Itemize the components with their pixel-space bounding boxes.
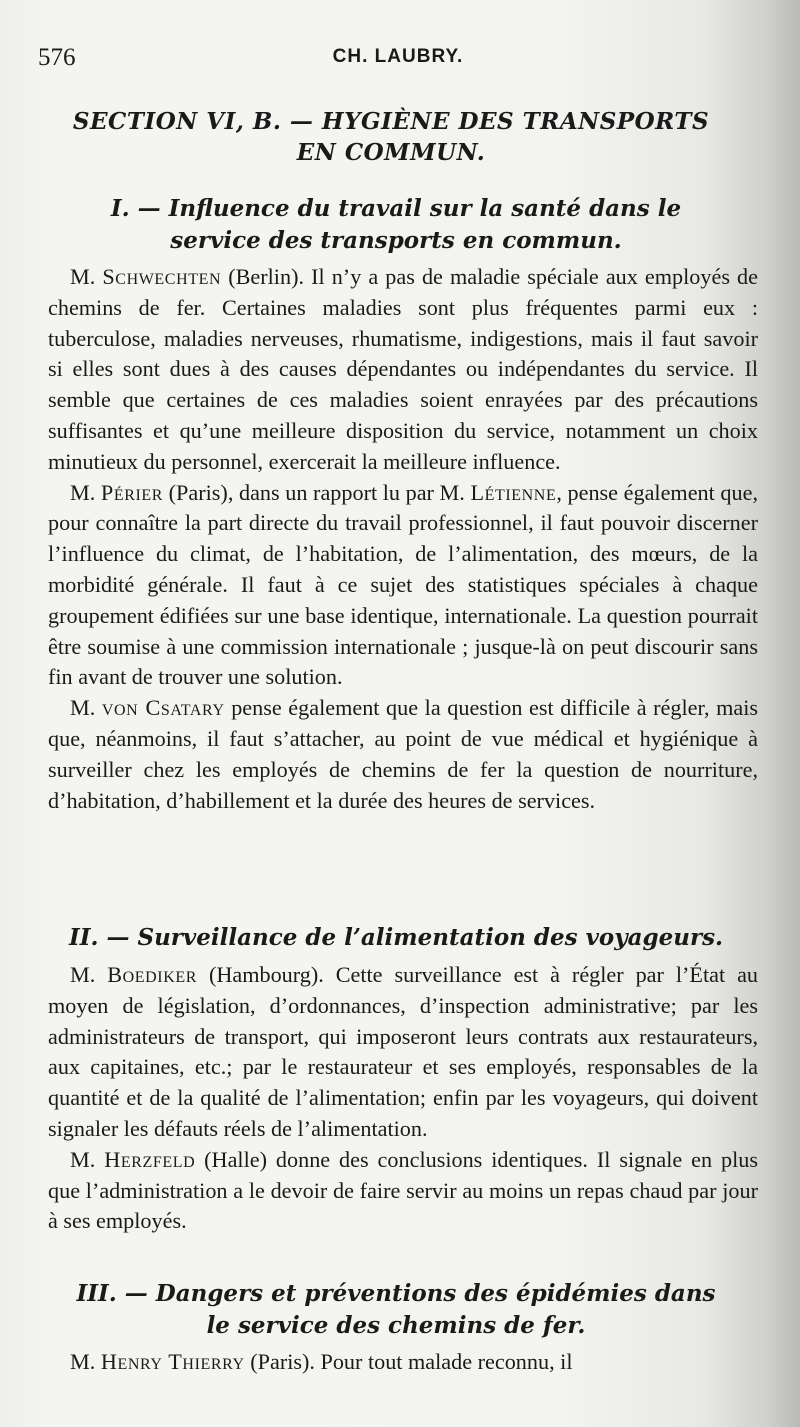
paragraph-text: pense également que la question est difficile à régler, mais que, néanmoins, il faut s’attacher, au point de vue médical et hygiénique à surveiller chez les employés de chemins de fer la question de nourriture, d’habitation, d’habillement et la durée des heures de services. [48,695,759,813]
heading-part-1-line-1: I. — Influence du travail sur la santé dans le [110,195,682,222]
heading-part-1 [40,193,752,257]
paragraph-text: (Halle) donne des conclusions identiques. Il signale en plus que l’administration a le devoir de faire servir au moins un repas chaud par jour à ses employés. [48,1146,758,1234]
part-2-body [48,960,758,1237]
paragraph-henry-thierry [48,1347,758,1378]
paragraph-von-csatary [48,693,758,816]
paragraph-perier [48,478,758,694]
heading-part-2 [40,922,752,954]
speaker-name: von Csatary [101,695,225,721]
speaker-name-2: Létienne [470,479,557,505]
part-3-body [48,1347,758,1378]
speaker-prefix: M. [70,1349,101,1374]
paragraph-text-2: , pense également que, pour connaître la part directe du travail professionnel, il faut pouvoir discerner l’influence du climat, de l’habitation, de l’alimentation, des mœurs, de la morbidité générale. Il faut à ce sujet des statistiques spéciales à chaque groupement édifiées sur une base identique, internationale. La question pourrait être soumise à une commission internationale ; jusque-là on peut discourir sans fin avant de trouver une solution. [48,479,758,690]
heading-part-1-line-2: service des transports en commun. [170,227,622,254]
paragraph-text: (Paris). Pour tout malade reconnu, il [244,1349,573,1374]
speaker-name: Herzfeld [104,1146,196,1172]
speaker-name: Henry Thierry [100,1349,245,1374]
page-number: 576 [38,44,76,71]
running-head: CH. LAUBRY. [332,46,464,67]
speaker-prefix: M. [70,479,101,505]
speaker-name: Périer [100,479,164,505]
section-title [36,106,746,168]
part-1-body [48,262,758,816]
speaker-prefix: M. [70,695,102,721]
paragraph-herzfeld [48,1145,758,1237]
speaker-prefix: M. [70,1146,105,1172]
speaker-name: Schwechten [102,264,222,289]
heading-part-3 [40,1278,752,1342]
speaker-name: Boediker [107,962,198,987]
paragraph-text: (Berlin). Il n’y a pas de maladie spéciale aux employés de chemins de fer. Certaines maladies sont plus fréquentes parmi eux : tuberculose, maladies nerveuses, rhumatisme, indigestions, mais il faut savoir si elles sont dues à des causes dépendantes ou indépendantes du service. Il semble que certaines de ces maladies soient enrayées par des précautions suffisantes et qu’une meilleure disposition du service, notamment un choix minutieux du personnel, exercerait la meilleure influence. [48,264,758,474]
paragraph-boediker [48,960,758,1145]
paragraph-text: (Paris), dans un rapport lu par M. [163,479,471,505]
section-title-line-1: SECTION VI, B. — HYGIÈNE DES TRANSPORTS [72,108,710,135]
heading-part-3-line-1: III. — Dangers et préventions des épidémies dans [76,1280,716,1307]
speaker-prefix: M. [70,962,108,987]
paragraph-text: (Hambourg). Cette surveillance est à régler par l’État au moyen de législation, d’ordonnances, d’inspection administrative; par les administrateurs de transport, qui imposeront leurs contrats aux restaurateurs, aux capitaines, etc.; par le restaurateur et ses employés, responsables de la quantité et de la qualité de l’alimentation; enfin par les voyageurs, qui doivent signaler les défauts réels de l’alimentation. [48,962,759,1141]
page-header [38,44,758,76]
heading-part-3-line-2: le service des chemins de fer. [206,1312,586,1339]
speaker-prefix: M. [70,264,103,289]
paragraph-schwechten [48,262,758,478]
section-title-line-2: EN COMMUN. [296,139,486,166]
heading-part-2-line-1: II. — Surveillance de l’alimentation des voyageurs. [68,924,724,951]
